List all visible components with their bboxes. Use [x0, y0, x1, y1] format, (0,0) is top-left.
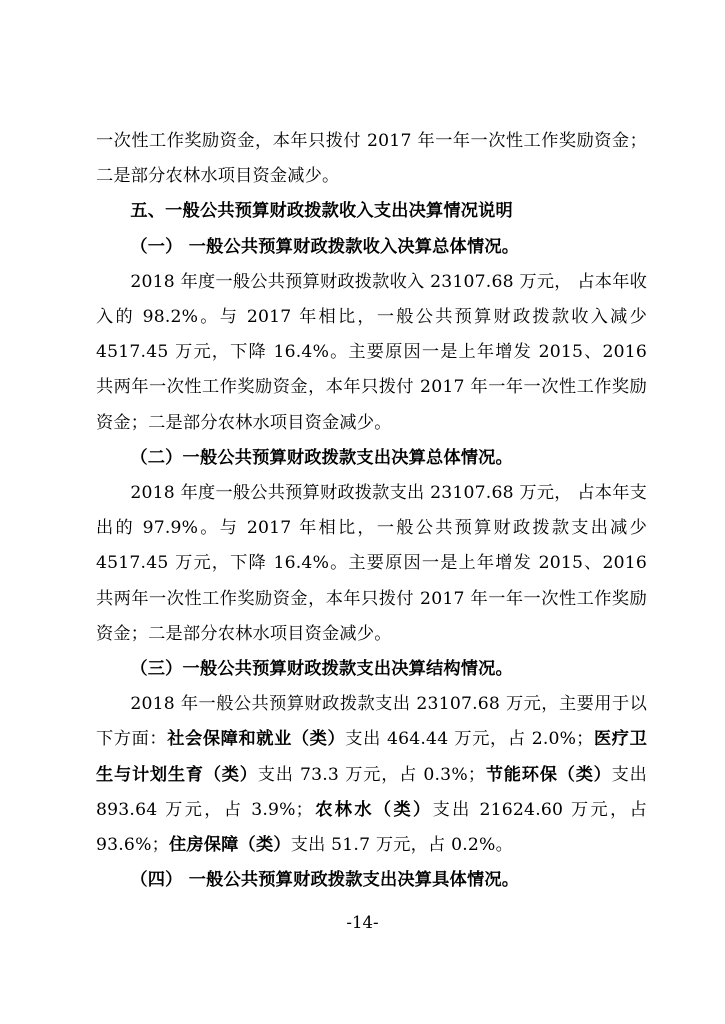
paragraph-continuation: 一次性工作奖励资金，本年只拨付 2017 年一年一次性工作奖励资金；二是部分农林水项目资金减少。: [96, 131, 647, 187]
category-label: 农林水（类）: [313, 799, 433, 820]
category-label: 节能环保（类）: [485, 764, 612, 785]
category-label: 社会保障和就业（类）: [167, 729, 346, 750]
paragraph-revenue-total: 2018 年度一般公共预算财政拨款收入 23107.68 万元， 占本年收入的 98.2%。与 2017 年相比，一般公共预算财政拨款收入减少 4517.45 万元，下降 16.4%。主要原因一是上年增发 2015、2016 共两年一次性工作奖励资金，本年只拨付 2017 年一年一次性工作奖励资金；二是部分农林水项目资金减少。: [96, 271, 647, 433]
page-number: -14-: [346, 913, 379, 932]
run-text: 支出 21624.60 万元，占 93.6%；: [96, 799, 648, 856]
run-text: 支出 893.64 万元，占 3.9%；: [96, 764, 647, 820]
paragraph-expenditure-structure: [96, 687, 647, 863]
subsection-heading-one: （一） 一般公共预算财政拨款收入决算总体情况。: [130, 236, 520, 257]
run-text: 支出 464.44 万元，占 2.0%；: [345, 729, 594, 750]
run-text: 2018 年一般公共预算财政拨款支出 23107.68 万元，主要用于以下方面：: [96, 694, 647, 750]
run-text: 支出 51.7 万元，占 0.2%。: [290, 835, 513, 856]
section-heading-five: 五、一般公共预算财政拨款收入支出决算情况说明: [130, 201, 513, 222]
subsection-heading-four: （四） 一般公共预算财政拨款支出决算具体情况。: [130, 870, 520, 891]
document-body: [96, 124, 647, 898]
category-label: 医疗卫生与计划生育（类）: [96, 729, 647, 785]
subsection-heading-three: （三）一般公共预算财政拨款支出决算结构情况。: [130, 659, 513, 680]
run-text: 支出 73.3 万元，占 0.3%；: [257, 764, 486, 785]
category-label: 住房保障（类）: [169, 835, 291, 856]
paragraph-expenditure-total: 2018 年度一般公共预算财政拨款支出 23107.68 万元， 占本年支出的 97.9%。与 2017 年相比，一般公共预算财政拨款支出减少 4517.45 万元，下降 16.4%。主要原因一是上年增发 2015、2016 共两年一次性工作奖励资金，本年只拨付 2017 年一年一次性工作奖励资金；二是部分农林水项目资金减少。: [96, 483, 647, 644]
subsection-heading-two: （二）一般公共预算财政拨款支出决算总体情况。: [130, 447, 513, 468]
